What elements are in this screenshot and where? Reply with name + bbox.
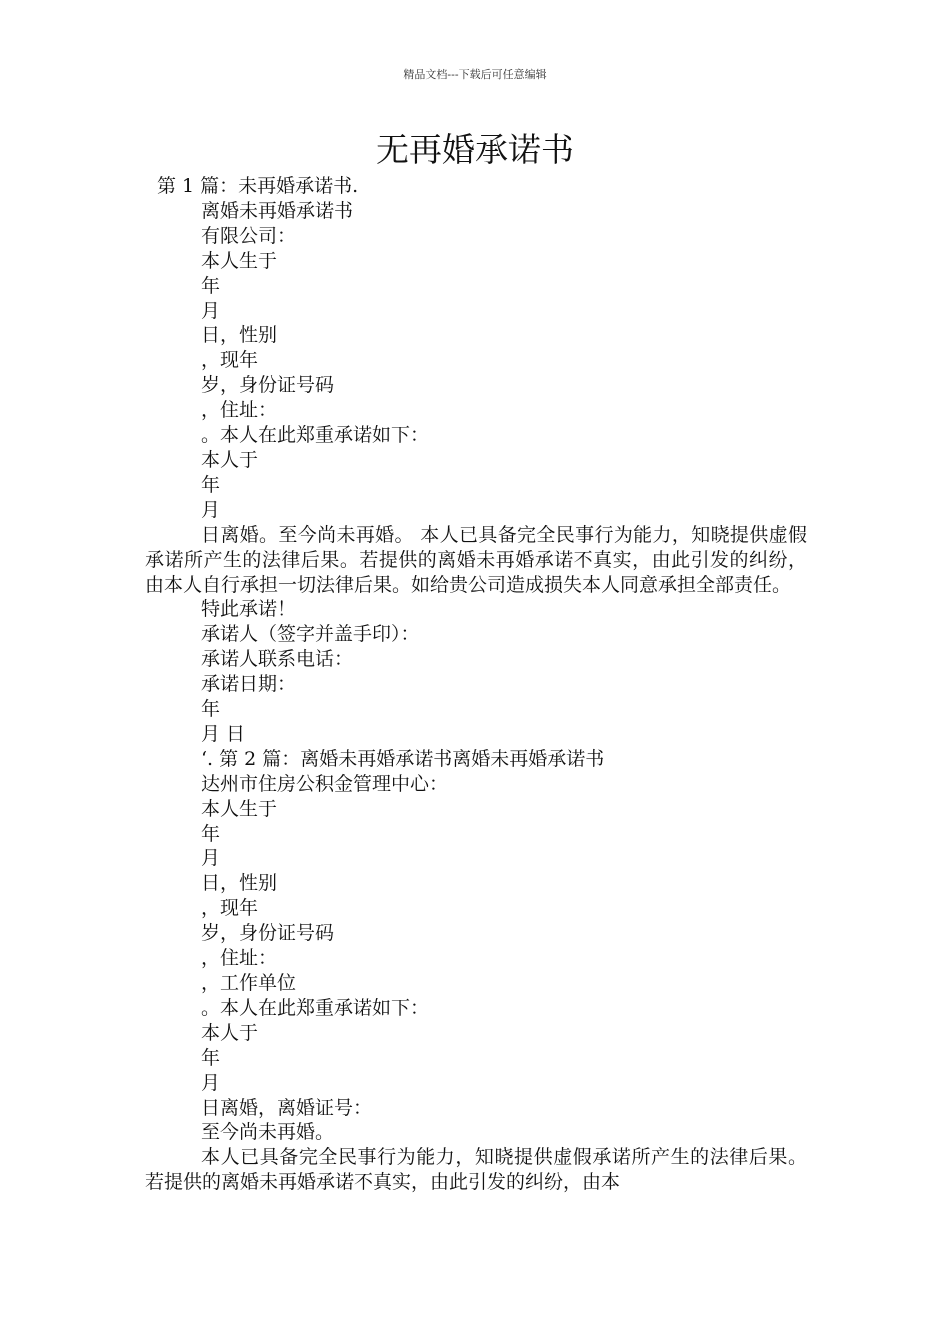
document-paragraph: ，住址： bbox=[201, 947, 278, 970]
document-paragraph: 本人于 bbox=[201, 1021, 259, 1044]
document-paragraph: 岁，身份证号码 bbox=[201, 922, 335, 945]
document-paragraph: 。本人在此郑重承诺如下： bbox=[201, 424, 430, 447]
document-paragraph: ，现年 bbox=[201, 897, 259, 920]
document-paragraph: 本人生于 bbox=[201, 249, 278, 272]
document-paragraph: 月 bbox=[201, 299, 221, 322]
document-paragraph: 有限公司： bbox=[201, 224, 297, 247]
document-paragraph: 日离婚。至今尚未再婚。 本人已具备完全民事行为能力，知晓提供虚假承诺所产生的法律后果。若提供的离婚未再婚承诺不真实，由此引发的纠纷，由本人自行承担一切法律后果。如给贵公司造成损失本人同意承担全部责任。 bbox=[145, 523, 807, 596]
document-paragraph: 。本人在此郑重承诺如下： bbox=[201, 996, 430, 1019]
document-paragraph: 第 1 篇：未再婚承诺书. bbox=[157, 175, 359, 197]
document-paragraph: 日，性别 bbox=[201, 324, 278, 347]
document-paragraph: ‘. 第 2 篇：离婚未再婚承诺书离婚未再婚承诺书 bbox=[201, 747, 605, 770]
document-paragraph: ，住址： bbox=[201, 399, 278, 422]
document-paragraph: 年 bbox=[201, 473, 221, 496]
document-paragraph: ，现年 bbox=[201, 349, 259, 372]
document-paragraph: 达州市住房公积金管理中心： bbox=[201, 772, 449, 795]
document-paragraph: 离婚未再婚承诺书 bbox=[201, 199, 354, 222]
document-paragraph: 月 bbox=[201, 498, 221, 521]
document-paragraph: 月 日 bbox=[201, 722, 246, 745]
document-paragraph: 承诺人（签字并盖手印）： bbox=[201, 623, 420, 646]
document-paragraph: 特此承诺！ bbox=[201, 598, 297, 621]
document-paragraph: 月 bbox=[201, 1071, 221, 1094]
document-paragraph: 承诺日期： bbox=[201, 673, 297, 696]
document-paragraph: 承诺人联系电话： bbox=[201, 648, 354, 671]
document-paragraph: 本人已具备完全民事行为能力，知晓提供虚假承诺所产生的法律后果。若提供的离婚未再婚承诺不真实，由此引发的纠纷，由本 bbox=[145, 1146, 807, 1194]
document-title: 无再婚承诺书 bbox=[376, 130, 574, 169]
document-paragraph: 年 bbox=[201, 1046, 221, 1069]
document-paragraph: 至今尚未再婚。 bbox=[201, 1121, 335, 1144]
document-paragraph: 岁，身份证号码 bbox=[201, 374, 335, 397]
document-paragraph: 年 bbox=[201, 274, 221, 297]
document-paragraph: 年 bbox=[201, 698, 221, 721]
document-body bbox=[145, 174, 807, 1195]
document-paragraph: ，工作单位 bbox=[201, 972, 297, 994]
document-paragraph: 本人生于 bbox=[201, 797, 278, 820]
document-paragraph: 日离婚，离婚证号： bbox=[201, 1096, 373, 1119]
document-paragraph: 日，性别 bbox=[201, 872, 278, 895]
document-paragraph: 月 bbox=[201, 847, 221, 870]
document-paragraph: 年 bbox=[201, 822, 221, 845]
document-paragraph: 本人于 bbox=[201, 448, 259, 471]
page-header-note: 精品文档---下载后可任意编辑 bbox=[403, 68, 547, 81]
